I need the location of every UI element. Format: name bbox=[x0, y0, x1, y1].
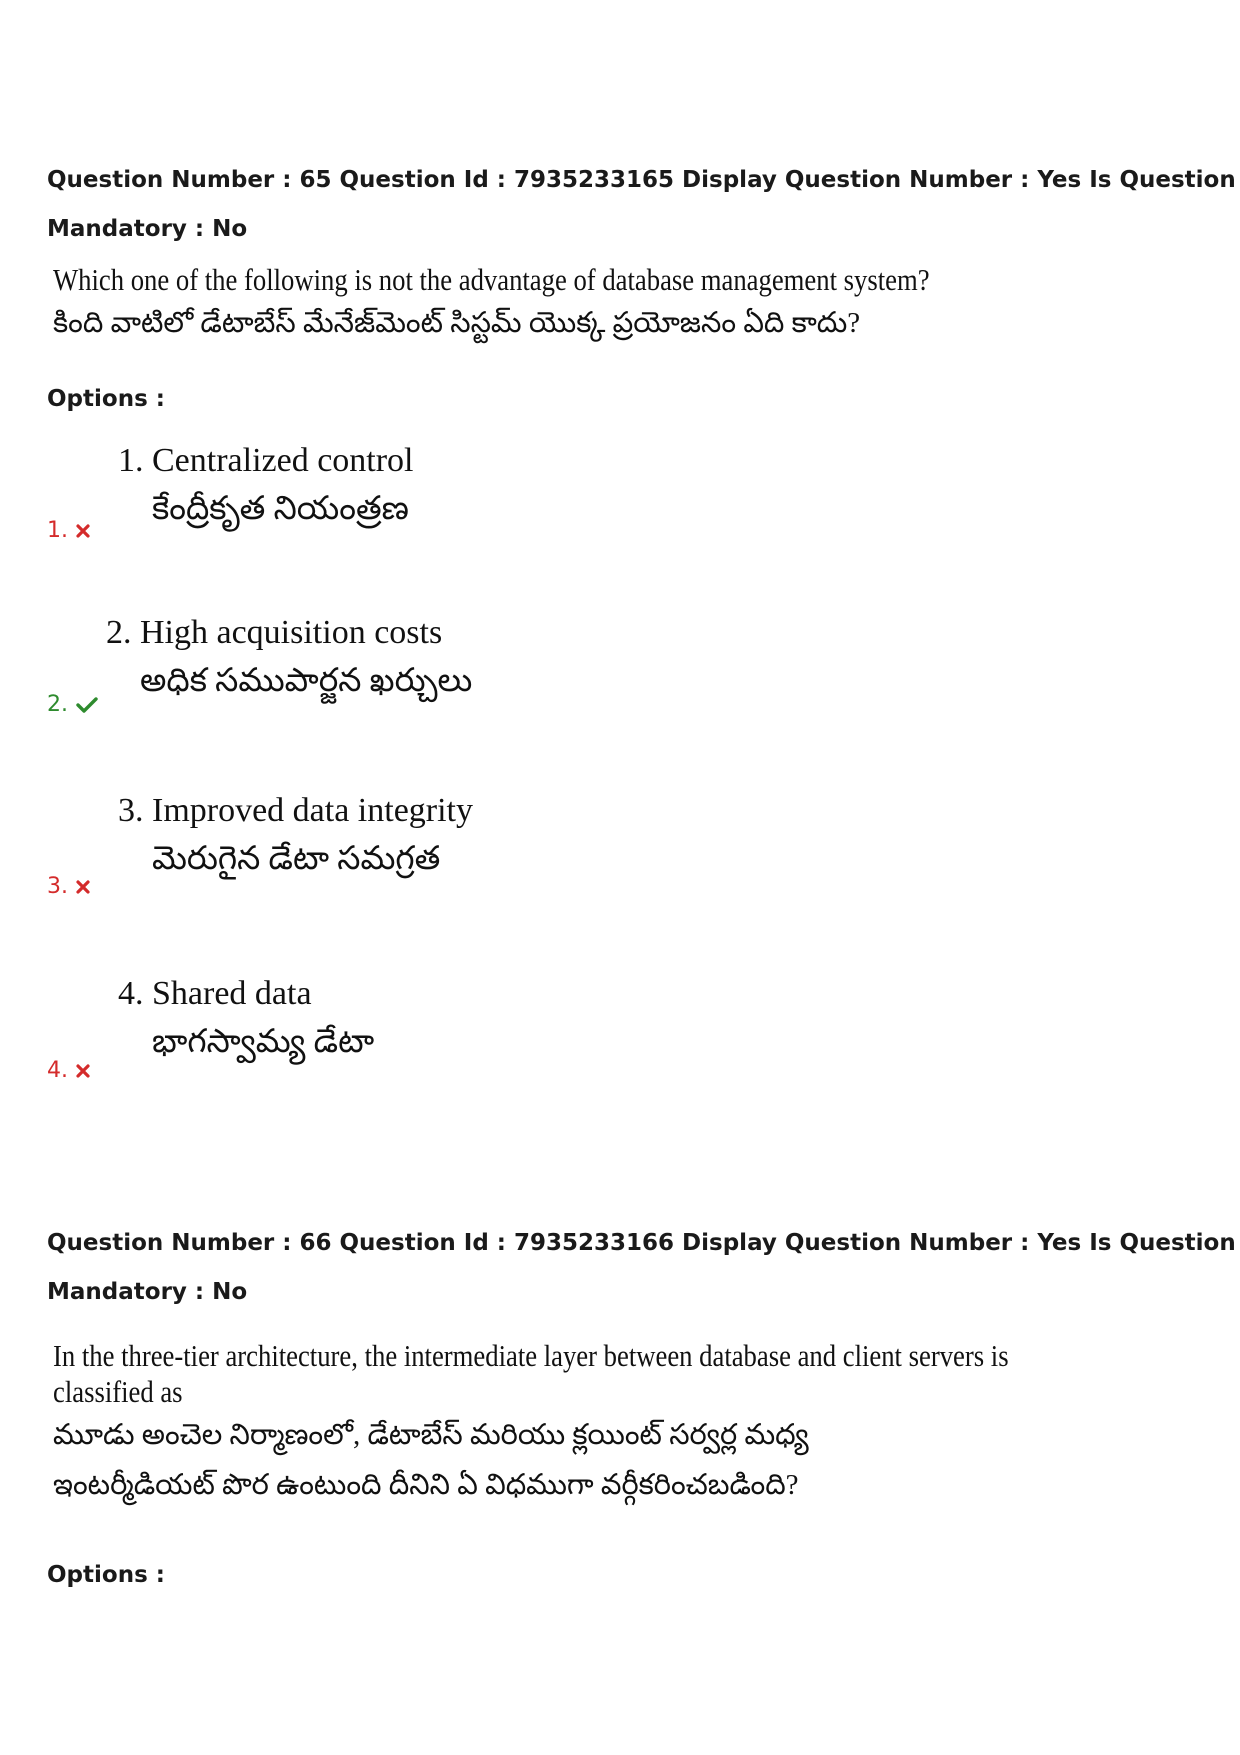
options-label: Options : bbox=[47, 1562, 165, 1588]
cross-icon bbox=[76, 524, 90, 538]
question-65-meta bbox=[47, 156, 1236, 254]
check-icon bbox=[76, 697, 98, 713]
option-2-text bbox=[106, 609, 472, 705]
cross-icon bbox=[76, 1064, 90, 1078]
options-label: Options : bbox=[47, 386, 165, 412]
option-1-telugu: కేంద్రీకృత నియంత్రణ bbox=[152, 491, 409, 527]
option-1-english: 1. Centralized control bbox=[118, 442, 414, 479]
question-66-text bbox=[53, 1338, 1164, 1510]
option-4-marker bbox=[47, 1058, 90, 1083]
question-65-text bbox=[53, 262, 1072, 348]
question-text-telugu-line-2: ఇంటర్మీడియట్ పొర ఉంటుంది దీనిని ఏ విధముగా వర్గీకరించబడింది? bbox=[53, 1469, 799, 1501]
option-2-english: 2. High acquisition costs bbox=[106, 614, 443, 651]
option-1-number: 1. bbox=[47, 518, 68, 543]
option-2-telugu: అధిక సముపార్జన ఖర్చులు bbox=[140, 663, 473, 699]
question-meta-line: Question Number : 66 Question Id : 7935233166 Display Question Number : Yes Is Question bbox=[47, 1230, 1236, 1256]
option-4-number: 4. bbox=[47, 1058, 68, 1083]
question-text-english: Which one of the following is not the advantage of database management system? bbox=[53, 262, 930, 297]
option-2-number: 2. bbox=[47, 692, 68, 717]
question-66-meta bbox=[47, 1219, 1236, 1317]
option-4-telugu: భాగస్వామ్య డేటా bbox=[152, 1024, 375, 1060]
question-text-telugu: కింది వాటిలో డేటాబేస్ మేనేజ్‌మెంట్ సిస్టమ్ యొక్క ప్రయోజనం ఏది కాదు? bbox=[53, 307, 861, 339]
question-mandatory-line: Mandatory : No bbox=[47, 216, 248, 242]
option-3-telugu: మెరుగైన డేటా సమగ్రత bbox=[152, 841, 441, 877]
question-text-english-line-2: classified as bbox=[53, 1374, 183, 1409]
option-2-marker bbox=[47, 692, 98, 717]
option-3-text bbox=[118, 787, 473, 883]
question-text-english-line-1: In the three-tier architecture, the intermediate layer between database and client servers is bbox=[53, 1338, 1009, 1373]
question-meta-line: Question Number : 65 Question Id : 7935233165 Display Question Number : Yes Is Question bbox=[47, 167, 1236, 193]
question-mandatory-line: Mandatory : No bbox=[47, 1279, 248, 1305]
option-3-english: 3. Improved data integrity bbox=[118, 792, 474, 829]
option-3-marker bbox=[47, 874, 90, 899]
option-1-marker bbox=[47, 518, 90, 543]
option-1-text bbox=[118, 437, 414, 533]
option-4-english: 4. Shared data bbox=[118, 975, 312, 1012]
question-text-telugu-line-1: మూడు అంచెల నిర్మాణంలో, డేటాబేస్ మరియు క్లయింట్ సర్వర్ల మధ్య bbox=[53, 1419, 809, 1451]
option-3-number: 3. bbox=[47, 874, 68, 899]
cross-icon bbox=[76, 880, 90, 894]
option-4-text bbox=[118, 970, 374, 1066]
